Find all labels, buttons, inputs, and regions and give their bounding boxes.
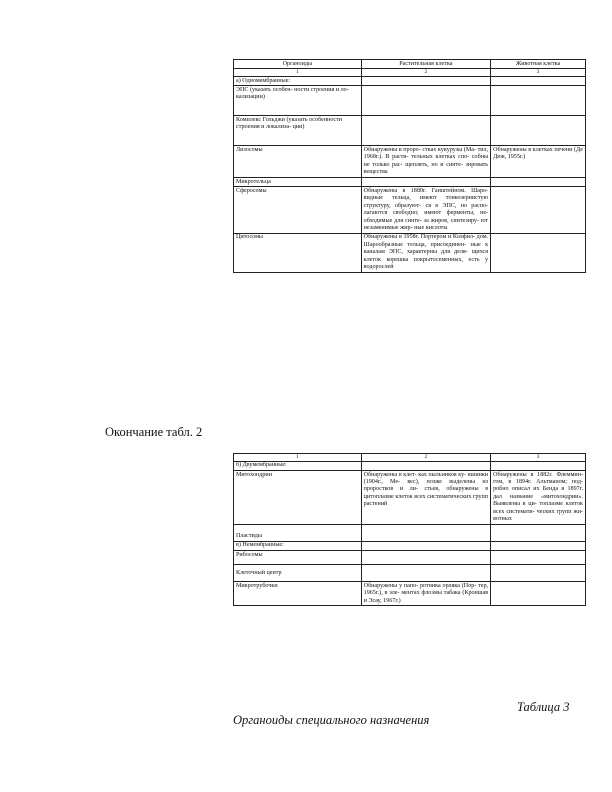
section-row [234, 541, 586, 550]
organelle-name: Клеточный центр [234, 565, 362, 582]
organelle-name: Лизосомы [234, 146, 362, 178]
table-continuation-caption: Окончание табл. 2 [105, 425, 203, 439]
plant-cell-cell [361, 565, 490, 582]
section-double-membrane: б) Двумембранные: [234, 461, 362, 470]
table-row [234, 116, 586, 146]
table-row [234, 565, 586, 582]
table-row [234, 86, 586, 116]
animal-cell-cell [491, 233, 586, 272]
plant-cell-cell: Обнаружены в проро- стках кукурузы (Ма- тил, 1968г.). В расти- тельных клетках спо- собны не только рас- щеплять, но и синте- зировать вещества [361, 146, 490, 178]
animal-cell-cell [491, 116, 586, 146]
table-row [234, 582, 586, 606]
organelle-name: ЭПС (указать особен- ности строения и ло- кализации) [234, 86, 362, 116]
plant-cell-cell [361, 178, 490, 187]
organelles-table-bottom [233, 453, 586, 606]
animal-cell-cell [491, 86, 586, 116]
column-number: 1 [234, 454, 362, 462]
column-number: 2 [361, 69, 490, 77]
organelle-name: Микротрубочки [234, 582, 362, 606]
animal-cell-cell: Обнаружены в клетках печени (Де Дюв, 1955г.) [491, 146, 586, 178]
organelle-name: Цитосомы [234, 233, 362, 272]
table-row [234, 187, 586, 233]
column-number: 1 [234, 69, 362, 77]
table-row [234, 551, 586, 565]
plant-cell-cell: Обнаружены у папо- ротника орляка (Пор- тер, 1965г.), в эле- ментах флоэмы табака (Кроншав и Эсау, 1967г.) [361, 582, 490, 606]
table-3-title: Органоиды специального назначения [233, 713, 430, 727]
animal-cell-cell [491, 178, 586, 187]
table-row [234, 178, 586, 187]
table-header-row [234, 60, 586, 69]
column-header-plant-cell: Растительная клетка [361, 60, 490, 69]
column-header-animal-cell: Животная клетка [491, 60, 586, 69]
column-number-row [234, 454, 586, 462]
plant-cell-cell: Обнаружены в 1958г. Портером и Колфил- дом. Шарообразные тельца, присоединен- ные к каналам ЭПС, характерны для деля- щихся клеток корешка покрытосеменных, есть у водорослей [361, 233, 490, 272]
section-row [234, 461, 586, 470]
table-row [234, 233, 586, 272]
plant-cell-cell: Обнаружены в клет- ках пыльников ку- вшинки (1904г., Ме- вес), позже выделены из проростков и ли- стьев, обнаружены в цитоплазме клеток всех систематических групп растений [361, 471, 490, 525]
column-header-organelles: Органоиды [234, 60, 362, 69]
table-3-label: Таблица 3 [517, 700, 570, 714]
animal-cell-cell [491, 524, 586, 541]
table-row [234, 146, 586, 178]
section-non-membrane: в) Немембранные: [234, 541, 362, 550]
organelle-name: Сферосомы [234, 187, 362, 233]
organelle-name: Рибосомы [234, 551, 362, 565]
organelle-name: Митохондрии [234, 471, 362, 525]
column-number-row [234, 69, 586, 77]
plant-cell-cell [361, 86, 490, 116]
animal-cell-cell: Обнаружены в 1882г. Флеммин- гом, в 1894г. Альтманом; под- робно описал их Бенда в 1897г. дал название «митохондрии». Выявлены в ци- топлазме клеток всех системати- ческих групп жи- вотных [491, 471, 586, 525]
animal-cell-cell [491, 187, 586, 233]
animal-cell-cell [491, 565, 586, 582]
column-number: 2 [361, 454, 490, 462]
table-row [234, 524, 586, 541]
table-row [234, 471, 586, 525]
plant-cell-cell [361, 551, 490, 565]
column-number: 3 [491, 454, 586, 462]
section-row [234, 77, 586, 86]
animal-cell-cell [491, 582, 586, 606]
organelle-name: Комплекс Гольджи (указать особенности строения и локализа- ции) [234, 116, 362, 146]
animal-cell-cell [491, 551, 586, 565]
organelle-name: Микротельца [234, 178, 362, 187]
organelle-name: Пластиды [234, 524, 362, 541]
organelles-table-top [233, 59, 586, 273]
plant-cell-cell: Обнаружены в 1880г. Ганштейном. Шаро- видные тельца, имеют тонкозернистую структуру, образуют- ся в ЭПС, но распо- лагаются свободно; имеют ферменты, не- обходимые для синте- за жиров, синтезиру- ют незаменимые жир- ные кислоты [361, 187, 490, 233]
plant-cell-cell [361, 524, 490, 541]
section-single-membrane: а) Одномембранные: [234, 77, 362, 86]
plant-cell-cell [361, 116, 490, 146]
column-number: 3 [491, 69, 586, 77]
